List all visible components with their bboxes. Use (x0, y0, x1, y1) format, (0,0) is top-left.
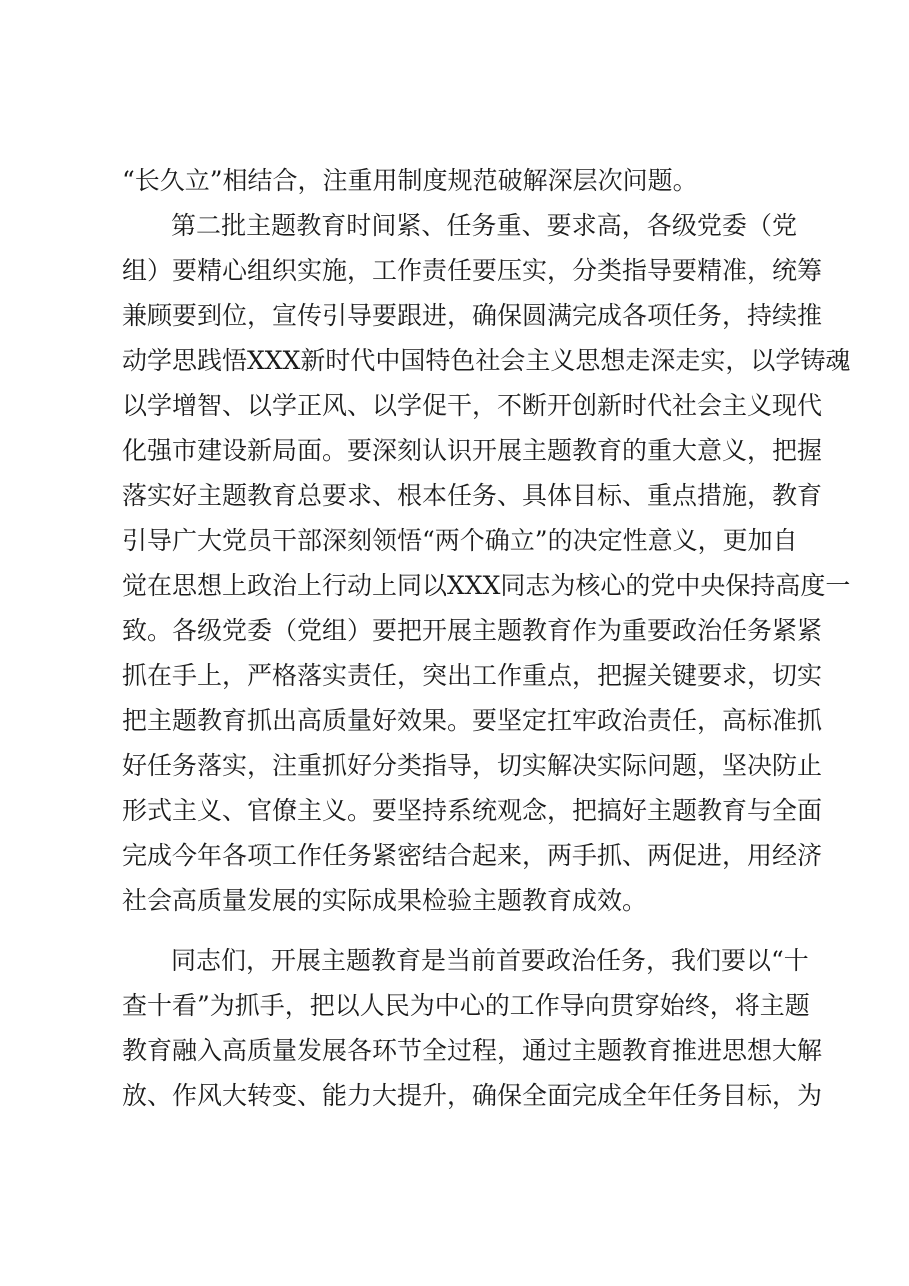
text-line: 同志们，开展主题教育是当前首要政治任务，我们要以“十 (171, 946, 809, 975)
text-line: 致。各级党委（党组）要把开展主题教育作为重要政治任务紧紧 (122, 616, 823, 645)
text-line: 完成今年各项工作任务紧密结合起来，两手抓、两促进，用经济 (122, 841, 823, 870)
text-line: 兼顾要到位，宣传引导要跟进，确保圆满完成各项任务，持续推 (122, 301, 823, 330)
text-line: “长久立”相结合，注重用制度规范破解深层次问题。 (122, 166, 698, 195)
text-line: 组）要精心组织实施，工作责任要压实，分类指导要精准，统筹 (122, 256, 823, 285)
text-line: 以学增智、以学正风、以学促干，不断开创新时代社会主义现代 (122, 391, 823, 420)
text-line: 觉在思想上政治上行动上同以XXX同志为核心的党中央保持高度一 (122, 571, 851, 600)
text-line: 社会高质量发展的实际成果检验主题教育成效。 (122, 886, 648, 915)
text-line: 放、作风大转变、能力大提升，确保全面完成全年任务目标，为 (122, 1081, 823, 1110)
text-line: 形式主义、官僚主义。要坚持系统观念，把搞好主题教育与全面 (122, 796, 823, 825)
text-line: 动学思践悟XXX新时代中国特色社会主义思想走深走实，以学铸魂 (122, 346, 851, 375)
text-line: 教育融入高质量发展各环节全过程，通过主题教育推进思想大解 (122, 1036, 823, 1065)
text-line: 第二批主题教育时间紧、任务重、要求高，各级党委（党 (171, 211, 797, 240)
text-line: 抓在手上，严格落实责任，突出工作重点，把握关键要求，切实 (122, 661, 823, 690)
text-line: 把主题教育抓出高质量好效果。要坚定扛牢政治责任，高标准抓 (122, 706, 823, 735)
text-line: 好任务落实，注重抓好分类指导，切实解决实际问题，坚决防止 (122, 751, 823, 780)
text-line: 落实好主题教育总要求、根本任务、具体目标、重点措施，教育 (122, 481, 823, 510)
text-line: 引导广大党员干部深刻领悟“两个确立”的决定性意义，更加自 (122, 526, 798, 555)
text-line: 化强市建设新局面。要深刻认识开展主题教育的重大意义，把握 (122, 436, 823, 465)
text-line: 查十看”为抓手，把以人民为中心的工作导向贯穿始终，将主题 (122, 991, 810, 1020)
